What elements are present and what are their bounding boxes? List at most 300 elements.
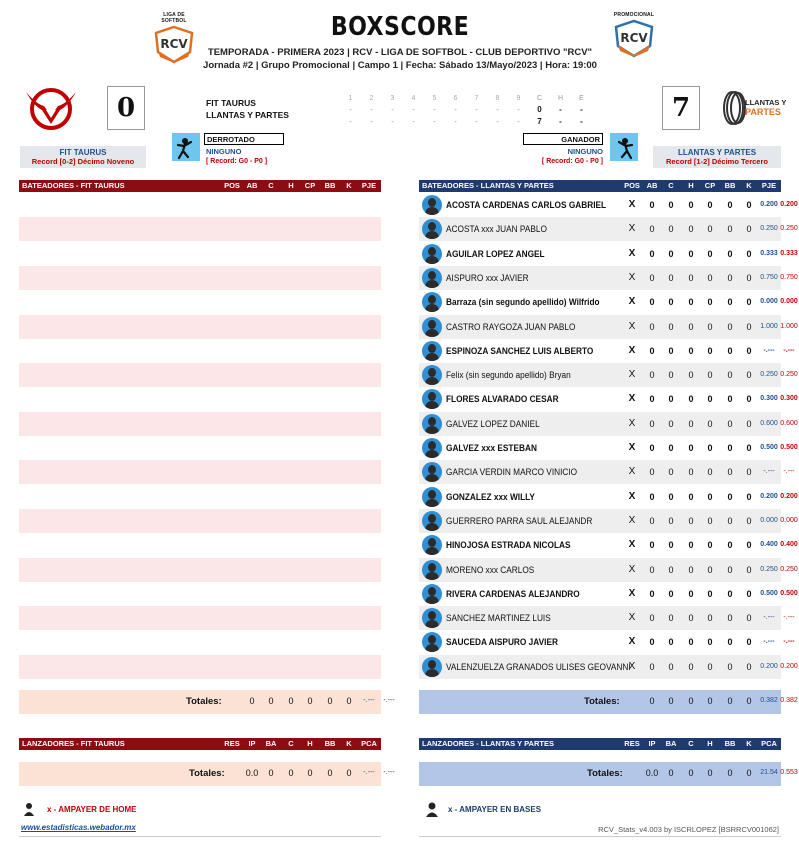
table-row: [419, 582, 798, 606]
stat-ab: 0: [649, 394, 655, 405]
stat-pje: -.---: [763, 468, 775, 476]
avatar-body: [425, 523, 439, 531]
right-team-record: Record [1-2] Décimo Tercero: [666, 157, 768, 166]
right-team-name: LLANTAS Y PARTES: [677, 148, 757, 157]
player-name: SAUCEDA AISPURO JAVIER: [446, 637, 558, 648]
inning-score: -: [475, 119, 478, 126]
stat-h: 0: [688, 540, 694, 551]
scoreboard-home-name: LLANTAS Y PARTES: [206, 110, 289, 120]
right-pitching-total-6: 21.54: [760, 769, 778, 776]
stat-c: 0: [668, 200, 674, 210]
right-pitching-col-k: K: [746, 739, 752, 748]
stat-pos: X: [628, 490, 636, 502]
stat-pje: -.---: [763, 638, 775, 646]
left-pitching-total-1: 0: [268, 768, 274, 778]
stat-ab: 0: [649, 637, 655, 648]
left-pitching-totals-label: Totales:: [189, 768, 225, 779]
website-link[interactable]: www.estadisticas.webador.mx: [21, 823, 136, 832]
table-row: [19, 193, 381, 217]
left-batting-total-6: -.---: [363, 697, 375, 704]
player-avatar-icon: [422, 292, 442, 312]
inning-score: -: [433, 119, 436, 126]
right-pitching-total-0: 0.0: [645, 768, 659, 778]
left-batting-col-ab: AB: [246, 181, 258, 190]
left-batting-col-pos: POS: [224, 181, 240, 190]
stat-pos: X: [628, 320, 636, 332]
table-row: [19, 460, 381, 484]
right-pitching-col-pop: POP: [781, 739, 797, 748]
inning-score: -: [454, 107, 457, 114]
table-row: [19, 655, 381, 679]
avatar-body: [425, 329, 439, 337]
stat-h: 0: [688, 588, 694, 599]
stat-ab: 0: [649, 224, 655, 235]
away-h: -: [559, 105, 562, 114]
player-name: MORENO xxx CARLOS: [446, 564, 535, 575]
stat-k: 0: [746, 588, 752, 599]
avatar-head: [428, 441, 436, 450]
stat-k: 0: [746, 637, 752, 648]
inning-score: -: [412, 107, 415, 114]
left-pitching-header: [19, 738, 397, 750]
away-e: -: [580, 105, 583, 114]
player-avatar-icon: [422, 462, 442, 482]
left-batting-col-cp: CP: [304, 181, 316, 190]
right-batting-col-bb: BB: [724, 181, 736, 190]
table-row: [419, 485, 798, 509]
table-row: [19, 533, 381, 557]
right-pitching-totals-label: Totales:: [587, 768, 623, 779]
stat-obp: 0.200: [780, 492, 798, 500]
player-avatar-icon: [422, 560, 442, 580]
stat-obp: 0.500: [780, 589, 798, 597]
home-score: 7: [662, 86, 700, 130]
avatar-body: [425, 474, 439, 482]
table-row: [19, 412, 381, 436]
table-row: [419, 533, 798, 557]
stat-bb: 0: [727, 443, 733, 453]
table-row: [19, 242, 381, 266]
stat-h: 0: [688, 443, 694, 453]
right-batting-total-4: 0: [727, 696, 733, 706]
right-batting-total-5: 0: [746, 696, 752, 706]
player-name: GARCIA VERDIN MARCO VINICIO: [446, 467, 578, 478]
stat-c: 0: [668, 637, 674, 648]
stat-cp: 0: [707, 637, 713, 648]
avatar-body: [425, 426, 439, 434]
left-pitching-col-ba: BA: [265, 739, 277, 748]
stat-pje: 0.000: [760, 298, 778, 306]
right-batting-totals: [419, 690, 798, 714]
stat-bb: 0: [727, 321, 733, 332]
stat-pje: 0.500: [760, 589, 778, 597]
right-pitching-col-pca: PCA: [761, 739, 777, 748]
player-avatar-icon: [422, 268, 442, 288]
player-name: AGUILAR LOPEZ ANGEL: [446, 248, 545, 259]
left-batting-col-bb: BB: [324, 181, 336, 190]
player-avatar-icon: [422, 511, 442, 531]
umpire-bases-icon: [424, 801, 440, 817]
table-row: [19, 509, 381, 533]
stat-obp: -.---: [783, 614, 795, 622]
left-team-name: FIT TAURUS: [59, 148, 107, 157]
inning-score: -: [475, 107, 478, 114]
stat-obp: 0.300: [780, 395, 798, 403]
stat-h: 0: [688, 394, 694, 405]
stat-pje: 0.250: [760, 565, 778, 573]
table-row: [419, 655, 798, 679]
stat-pos: X: [628, 539, 636, 551]
llantas-logo-line2: PARTES: [745, 107, 781, 117]
left-pitching-col-h: H: [307, 739, 313, 748]
right-batting-col-pos: POS: [624, 181, 640, 190]
stat-c: 0: [668, 467, 674, 478]
stat-k: 0: [746, 613, 752, 624]
stat-bb: 0: [727, 200, 733, 210]
stat-pje: -.---: [763, 614, 775, 622]
player-avatar-icon: [422, 657, 442, 677]
stat-pos: X: [628, 223, 636, 235]
avatar-body: [425, 596, 439, 604]
stat-h: 0: [688, 661, 694, 672]
winner-pitcher-icon: [610, 133, 638, 161]
avatar-body: [425, 547, 439, 555]
group-logo-text: RCV: [620, 31, 648, 45]
avatar-body: [425, 377, 439, 385]
avatar-head: [428, 465, 436, 474]
stat-k: 0: [746, 200, 752, 210]
stat-pos: X: [628, 466, 636, 478]
umpire-home: x - AMPAYER DE HOME: [47, 805, 137, 814]
right-pitching-total-7: 0.553: [780, 769, 798, 776]
right-pitching-title: LANZADORES - LLANTAS Y PARTES: [422, 739, 554, 748]
stat-cp: 0: [707, 200, 713, 210]
avatar-head: [428, 587, 436, 596]
table-row: [19, 558, 381, 582]
right-pitching-total-5: 0: [746, 768, 752, 778]
avatar-head: [428, 222, 436, 231]
player-name: GALVEZ xxx ESTEBAN: [446, 443, 537, 453]
stat-bb: 0: [727, 297, 733, 308]
away-c: 0: [537, 105, 542, 114]
stat-cp: 0: [707, 370, 713, 381]
right-pitching-col-h: H: [707, 739, 713, 748]
table-row: [419, 363, 798, 387]
left-batting-col-h: H: [288, 181, 294, 190]
home-c: 7: [537, 117, 542, 126]
table-row: [19, 363, 381, 387]
inning-score: -: [349, 119, 352, 126]
stat-pje: 0.200: [760, 662, 778, 670]
inning-score: -: [391, 119, 394, 126]
right-pitching-col-ip: IP: [648, 739, 656, 748]
loser-record: [ Record: G0 - P0 ]: [206, 158, 268, 165]
stat-pos: X: [628, 612, 636, 624]
left-batting-total-7: -.---: [383, 697, 395, 704]
stat-obp: 0.400: [780, 541, 798, 549]
stat-bb: 0: [727, 661, 733, 672]
avatar-body: [425, 620, 439, 628]
stat-k: 0: [746, 345, 752, 356]
stat-pje: 0.300: [760, 395, 778, 403]
stat-c: 0: [668, 491, 674, 502]
stat-cp: 0: [707, 661, 713, 672]
table-row: [19, 485, 381, 509]
stat-pje: 0.000: [760, 516, 778, 524]
table-row: [419, 412, 798, 436]
inning-score: -: [517, 107, 520, 114]
stat-c: 0: [668, 443, 674, 453]
stat-obp: 0.500: [780, 444, 798, 451]
left-batting-col-obp: OBP: [380, 181, 398, 190]
stat-k: 0: [746, 443, 752, 453]
stat-cp: 0: [707, 224, 713, 235]
table-row: [419, 606, 795, 630]
left-pitching-total-3: 0: [307, 768, 313, 778]
stat-obp: 0.000: [780, 516, 798, 524]
avatar-body: [425, 207, 439, 215]
left-batting-col-c: C: [268, 181, 274, 190]
stat-c: 0: [668, 248, 674, 259]
table-row: [419, 630, 795, 654]
stat-ab: 0: [649, 418, 655, 429]
avatar-head: [428, 198, 436, 207]
left-batting-col-k: K: [346, 181, 352, 190]
player-avatar-icon: [422, 341, 442, 361]
stat-bb: 0: [727, 467, 733, 478]
inning-score: -: [496, 107, 499, 114]
inning-score: -: [370, 107, 373, 114]
avatar-head: [428, 417, 436, 426]
left-batting-total-4: 0: [327, 696, 333, 706]
stat-h: 0: [688, 637, 694, 648]
right-batting-col-cp: CP: [704, 181, 716, 190]
avatar-head: [428, 514, 436, 523]
tire-icon: [722, 90, 746, 126]
stat-k: 0: [746, 467, 752, 478]
stat-k: 0: [746, 661, 752, 672]
stat-c: 0: [668, 394, 674, 405]
home-h: -: [559, 117, 562, 126]
umpire-home-icon: [22, 802, 36, 816]
winner-name: NINGUNO: [567, 147, 603, 156]
rhe-header: H: [557, 95, 564, 102]
stat-h: 0: [688, 467, 694, 478]
rhe-header: C: [536, 95, 543, 102]
avatar-body: [425, 280, 439, 288]
stat-h: 0: [688, 418, 694, 429]
inning-score: -: [349, 107, 352, 114]
stat-obp: 0.200: [780, 201, 798, 208]
stat-bb: 0: [727, 248, 733, 259]
stat-bb: 0: [727, 637, 733, 648]
table-row: [419, 290, 798, 314]
stat-bb: 0: [727, 370, 733, 381]
avatar-head: [428, 344, 436, 353]
stat-k: 0: [746, 564, 752, 575]
avatar-head: [428, 295, 436, 304]
stat-pje: 0.250: [760, 371, 778, 379]
left-pitching-col-pop: POP: [381, 739, 397, 748]
player-name: ESPINOZA SANCHEZ LUIS ALBERTO: [446, 345, 594, 356]
inning-score: -: [370, 119, 373, 126]
player-avatar-icon: [422, 487, 442, 507]
player-name: RIVERA CARDENAS ALEJANDRO: [446, 588, 580, 599]
stat-ab: 0: [649, 297, 655, 308]
right-pitching-total-2: 0: [688, 768, 694, 778]
stat-c: 0: [668, 564, 674, 575]
left-totals-label: Totales:: [186, 696, 222, 707]
player-avatar-icon: [422, 584, 442, 604]
left-pitching-total-7: -.---: [383, 769, 395, 776]
avatar-body: [425, 353, 439, 361]
stat-obp: -.---: [783, 638, 795, 646]
stat-ab: 0: [649, 661, 655, 672]
stat-h: 0: [688, 613, 694, 624]
stat-k: 0: [746, 370, 752, 381]
inning-header: 6: [453, 95, 458, 102]
left-pitching-total-6: -.---: [363, 769, 375, 776]
stat-c: 0: [668, 588, 674, 599]
left-pitching-total-4: 0: [327, 768, 333, 778]
player-name: FLORES ALVARADO CESAR: [446, 394, 559, 405]
table-row: [419, 436, 798, 460]
stat-c: 0: [668, 540, 674, 551]
right-pitching-col-c: C: [688, 739, 694, 748]
version-label: RCV_Stats_v4.003 by ISCRLOPEZ [BSRRCV001062]: [598, 825, 779, 834]
player-avatar-icon: [422, 608, 442, 628]
right-pitching-total-4: 0: [727, 768, 733, 778]
right-batting-col-ab: AB: [646, 181, 658, 190]
avatar-head: [428, 368, 436, 377]
stat-h: 0: [688, 370, 694, 381]
stat-c: 0: [668, 613, 674, 624]
right-totals-label: Totales:: [584, 696, 620, 707]
avatar-head: [428, 611, 436, 620]
stat-pos: X: [628, 296, 636, 308]
stat-ab: 0: [649, 272, 655, 283]
player-avatar-icon: [422, 389, 442, 409]
stat-obp: -.---: [783, 346, 795, 354]
stat-pos: X: [628, 587, 636, 599]
stat-c: 0: [668, 515, 674, 526]
right-pitching-totals: [419, 762, 798, 786]
left-pitching-col-k: K: [346, 739, 352, 748]
table-row: [419, 339, 795, 363]
stat-cp: 0: [707, 297, 713, 308]
right-batting-col-pje: PJE: [761, 181, 777, 190]
stat-bb: 0: [727, 588, 733, 599]
player-name: Barraza (sin segundo apellido) Wilfrido: [446, 297, 600, 308]
umpire-bases: x - AMPAYER EN BASES: [448, 805, 542, 814]
stat-cp: 0: [707, 418, 713, 429]
player-avatar-icon: [422, 317, 442, 337]
stat-obp: 0.333: [780, 249, 798, 257]
right-batting-col-h: H: [688, 181, 694, 190]
inning-header: 8: [495, 95, 500, 102]
left-batting-total-1: 0: [268, 696, 274, 706]
left-pitching-col-bb: BB: [324, 739, 336, 748]
stat-pje: 0.500: [760, 444, 778, 451]
stat-h: 0: [688, 564, 694, 575]
group-logo-label: PROMOCIONAL: [613, 12, 655, 18]
left-batting-header: [19, 180, 398, 192]
stat-ab: 0: [649, 613, 655, 624]
stat-pos: X: [628, 393, 636, 405]
stat-bb: 0: [727, 272, 733, 283]
player-name: HINOJOSA ESTRADA NICOLAS: [446, 540, 571, 551]
stat-k: 0: [746, 224, 752, 235]
right-team-box: [653, 146, 781, 168]
player-name: AISPURO xxx JAVIER: [446, 272, 529, 283]
stat-pos: X: [628, 344, 636, 356]
stat-bb: 0: [727, 515, 733, 526]
inning-header: 4: [411, 95, 416, 102]
table-row: [19, 582, 381, 606]
inning-score: -: [517, 119, 520, 126]
left-team-box: [20, 146, 146, 168]
player-name: VALENZUELZA GRANADOS ULISES GEOVANNI: [446, 661, 631, 672]
inning-header: 3: [390, 95, 395, 102]
league-logo-text: RCV: [160, 37, 188, 51]
left-batting-col-pje: PJE: [361, 181, 377, 190]
table-row: [19, 266, 381, 290]
avatar-head: [428, 490, 436, 499]
season-subtitle: TEMPORADA - PRIMERA 2023 | RCV - LIGA DE SOFTBOL - CLUB DEPORTIVO "RCV": [207, 47, 593, 58]
stat-cp: 0: [707, 345, 713, 356]
rhe-header: E: [579, 95, 584, 102]
right-pitching-total-1: 0: [668, 768, 674, 778]
llantas-logo: [722, 90, 787, 126]
left-batting-total-2: 0: [288, 696, 294, 706]
stat-bb: 0: [727, 224, 733, 235]
fit-taurus-logo-icon: [22, 86, 80, 132]
stat-bb: 0: [727, 394, 733, 405]
stat-ab: 0: [649, 321, 655, 332]
inning-score: -: [433, 107, 436, 114]
stat-h: 0: [688, 248, 694, 259]
right-pitching-col-ba: BA: [665, 739, 677, 748]
avatar-head: [428, 538, 436, 547]
stat-pje: 0.200: [760, 201, 778, 208]
stat-cp: 0: [707, 540, 713, 551]
left-pitching-total-2: 0: [288, 768, 294, 778]
right-batting-total-3: 0: [707, 696, 713, 706]
inning-score: -: [454, 119, 457, 126]
stat-obp: 1.000: [780, 322, 798, 330]
stat-bb: 0: [727, 613, 733, 624]
footer-left-divider: [19, 836, 381, 837]
player-avatar-icon: [422, 244, 442, 264]
stat-bb: 0: [727, 491, 733, 502]
stat-ab: 0: [649, 540, 655, 551]
player-avatar-icon: [422, 195, 442, 215]
stat-pje: 0.750: [760, 273, 778, 281]
loser-name: NINGUNO: [206, 147, 242, 156]
stat-ab: 0: [649, 370, 655, 381]
loser-label: DERROTADO: [204, 133, 284, 145]
left-pitching-title: LANZADORES - FIT TAURUS: [22, 739, 125, 748]
inning-header: 5: [432, 95, 437, 102]
stat-cp: 0: [707, 443, 713, 453]
stat-c: 0: [668, 370, 674, 381]
stat-c: 0: [668, 661, 674, 672]
right-batting-title: BATEADORES - LLANTAS Y PARTES: [422, 181, 554, 190]
stat-c: 0: [668, 321, 674, 332]
stat-c: 0: [668, 272, 674, 283]
league-logo-label: LIGA DE SOFTBOL: [161, 12, 187, 24]
stat-cp: 0: [707, 491, 713, 502]
